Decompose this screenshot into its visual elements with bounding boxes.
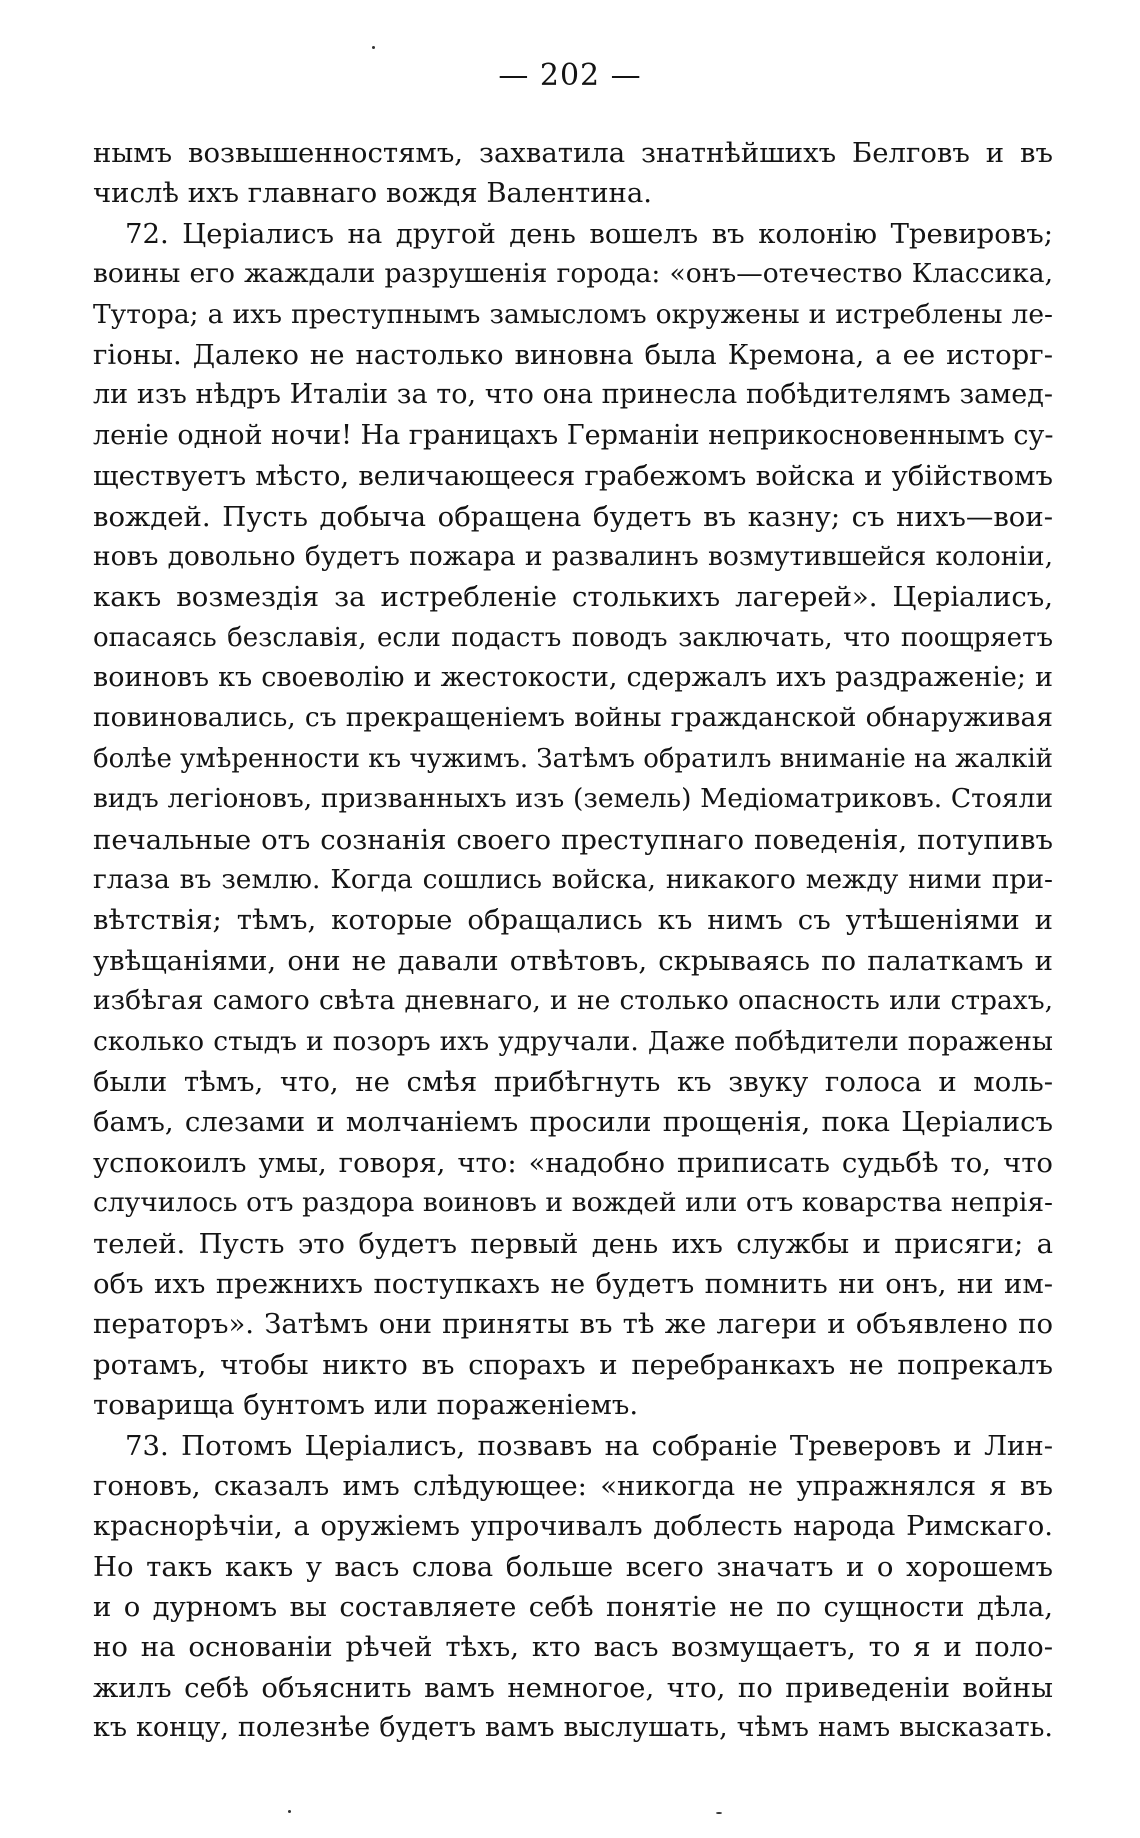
text-line: и о дурномъ вы составляете себѣ понятіе не по сущности дѣла, [93, 1591, 1053, 1624]
text-line: болѣе умѣренности къ чужимъ. Затѣмъ обратилъ вниманіе на жалкій [93, 743, 1053, 774]
text-line: числѣ ихъ главнаго вождя Валентина. [93, 177, 653, 210]
text-line: печальные отъ сознанія своего преступнаго поведенія, потупивъ [93, 823, 1053, 856]
text-line: Но такъ какъ у васъ слова больше всего значатъ и о хорошемъ [93, 1550, 1053, 1583]
text-line: леніе одной ночи! На границахъ Германіи неприкосновеннымъ су- [93, 419, 1054, 451]
text-line: воиновъ къ своеволію и жестокости, сдержалъ ихъ раздраженіе; и [93, 662, 1053, 694]
text-line: вѣтствія; тѣмъ, которые обращались къ нимъ съ утѣшеніями и [93, 904, 1053, 937]
text-line: ператоръ». Затѣмъ они приняты въ тѣ же лагери и объявлено по [93, 1308, 1053, 1341]
page-number: — 202 — [498, 58, 642, 93]
text-line: нымъ возвышенностямъ, захватила знатнѣйшихъ Белговъ и въ [93, 137, 1053, 169]
text-line: жилъ себѣ объяснить вамъ немногое, что, по приведеніи войны [93, 1671, 1053, 1704]
text-line: ществуетъ мѣсто, величающееся грабежомъ войска и убійствомъ [93, 460, 1053, 493]
text-line: Тутора; а ихъ преступнымъ замысломъ окружены и истреблены ле- [93, 298, 1053, 330]
text-line: 73. Потомъ Церіалисъ, позвавъ на собраніе Треверовъ и Лин- [125, 1429, 1053, 1462]
body-text [93, 133, 1053, 1749]
text-line: опасаясь безславія, если подастъ поводъ заключать, что поощряетъ [93, 622, 1053, 653]
text-line: товарища бунтомъ или пораженіемъ. [93, 1389, 639, 1422]
text-line: воины его жаждали разрушенія города: «онъ—отечество Классика, [93, 258, 1053, 290]
print-speck [288, 1810, 291, 1813]
print-speck [372, 46, 375, 49]
text-line: случилось отъ раздора воиновъ и вождей или отъ коварства непрія- [93, 1187, 1053, 1219]
text-line: увѣщаніями, они не давали отвѣтовъ, скрываясь по палаткамъ и [93, 944, 1053, 977]
text-line: вождей. Пусть добыча обращена будетъ въ казну; съ нихъ—вои- [93, 500, 1053, 533]
text-line: видъ легіоновъ, призванныхъ изъ (земель) Медіоматриковъ. Стояли [93, 783, 1053, 815]
text-line: 72. Церіалисъ на другой день вошелъ въ колонію Тревировъ; [125, 217, 1053, 250]
text-line: объ ихъ прежнихъ поступкахъ не будетъ помнить ни онъ, ни им- [93, 1267, 1053, 1300]
text-line: краснорѣчіи, а оружіемъ упрочивалъ доблесть народа Римскаго. [93, 1510, 1053, 1543]
text-line: къ концу, полезнѣе будетъ вамъ выслушать, чѣмъ намъ высказать. [93, 1712, 1053, 1744]
text-line: успокоилъ умы, говоря, что: «надобно приписать судьбѣ то, что [93, 1146, 1053, 1179]
text-line: глаза въ землю. Когда сошлись войска, никакого между ними при- [93, 864, 1053, 896]
text-line: повиновались, съ прекращеніемъ войны гражданской обнаруживая [93, 702, 1053, 734]
text-line: были тѣмъ, что, не смѣя прибѣгнуть къ звуку голоса и моль- [93, 1065, 1053, 1098]
text-line: новъ довольно будетъ пожара и развалинъ возмутившейся колоніи, [93, 540, 1053, 572]
text-line: избѣгая самого свѣта дневнаго, и не столько опасность или страхъ, [93, 985, 1053, 1017]
text-line: телей. Пусть это будетъ первый день ихъ службы и присяги; а [93, 1227, 1053, 1260]
text-line: бамъ, слезами и молчаніемъ просили прощенія, пока Церіалисъ [93, 1106, 1053, 1139]
print-speck [716, 1812, 722, 1814]
text-line: но на основаніи рѣчей тѣхъ, кто васъ возмущаетъ, то я и поло- [93, 1631, 1053, 1664]
text-line: гоновъ, сказалъ имъ слѣдующее: «никогда не упражнялся я въ [93, 1469, 1053, 1502]
text-line: ротамъ, чтобы никто въ спорахъ и перебранкахъ не попрекалъ [93, 1348, 1053, 1381]
text-line: сколько стыдъ и позоръ ихъ удручали. Даже побѣдители поражены [93, 1025, 1053, 1057]
text-line: гіоны. Далеко не настолько виновна была Кремона, а ее исторг- [93, 338, 1053, 371]
text-line: ли изъ нѣдръ Италіи за то, что она принесла побѣдителямъ замед- [93, 379, 1053, 411]
text-line: какъ возмездія за истребленіе столькихъ лагерей». Церіалисъ, [93, 581, 1053, 614]
